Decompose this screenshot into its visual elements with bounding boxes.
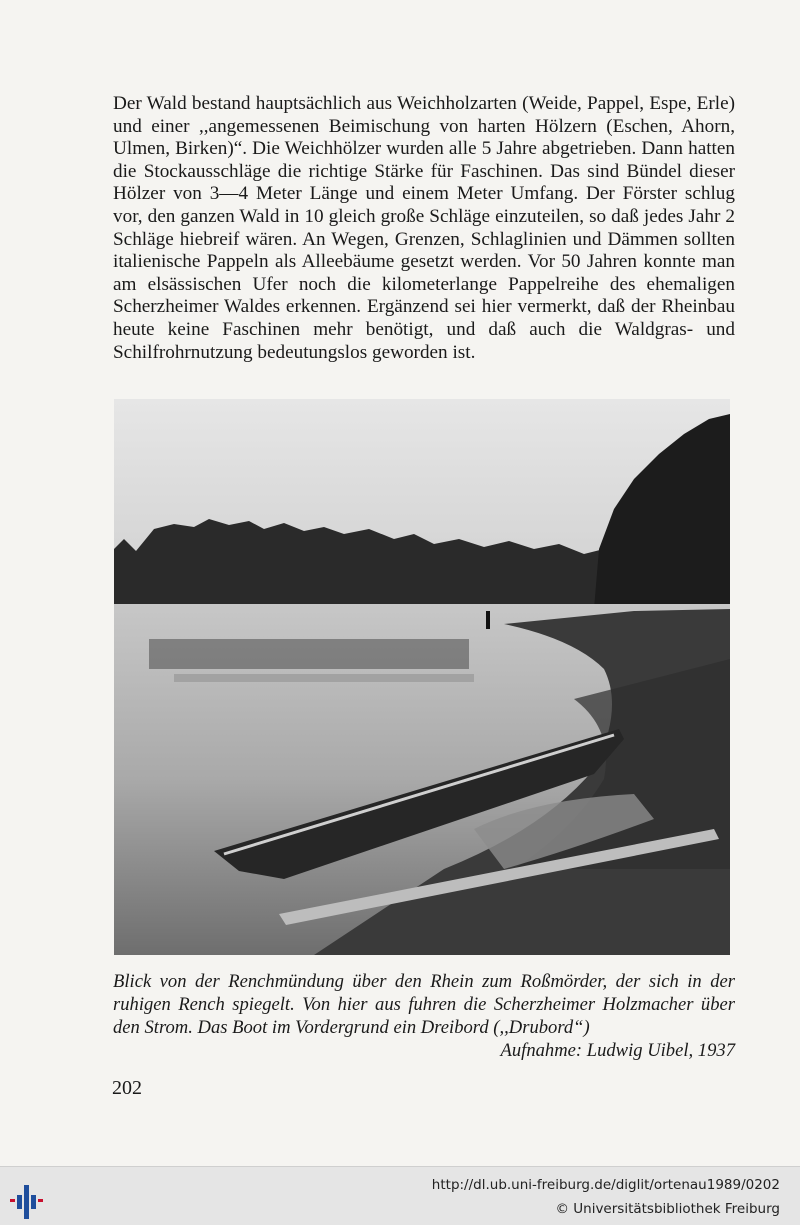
document-url-link[interactable]: http://dl.ub.uni-freiburg.de/diglit/ortenau1989/0202: [431, 1177, 780, 1193]
body-paragraph: Der Wald bestand hauptsächlich aus Weichholzarten (Weide, Pappel, Espe, Erle) und einer ,,angemessenen Beimischung von harten Hölzern (Eschen, Ahorn, Ulmen, Birken)“. Die Weichhölzer wurden alle 5 Jahre abgetrieben. Dann hatten die Stockausschläge die richtige Stärke für Faschinen. Das sind Bündel dieser Hölzer von 3—4 Meter Länge und einem Meter Umfang. Der Förster schlug vor, den ganzen Wald in 10 gleich große Schläge einzuteilen, so daß jedes Jahr 2 Schläge hiebreif wären. An Wegen, Grenzen, Schlaglinien und Dämmen sollten italienische Pappeln als Alleebäume gesetzt werden. Vor 50 Jahren konnte man am elsässischen Ufer noch die kilometerlange Pappelreihe des ehemaligen Scherzheimer Waldes erkennen. Ergänzend sei hier vermerkt, daß der Rheinbau heute keine Faschinen mehr benötigt, und daß auch die Waldgras- und Schilfrohrnutzung bedeutungslos geworden ist.: [113, 93, 735, 363]
photo-caption: [113, 970, 735, 1062]
digital-library-footer: [0, 1166, 800, 1225]
standing-figure: [486, 611, 490, 629]
river-photograph: [114, 399, 730, 955]
copyright-notice: © Universitätsbibliothek Freiburg: [555, 1201, 780, 1217]
photo-credit: Aufnahme: Ludwig Uibel, 1937: [500, 1040, 735, 1061]
tree-reflection: [149, 639, 469, 669]
page-number: 202: [112, 1077, 142, 1099]
ub-freiburg-logo-icon: [10, 1177, 50, 1219]
caption-text: Blick von der Renchmündung über den Rhein zum Roßmörder, der sich in der ruhigen Rench spiegelt. Von hier aus fuhren die Scherzheimer Holzmacher über den Strom. Das Boot im Vordergrund ein Dreibord (,,Drubord“): [113, 971, 735, 1038]
